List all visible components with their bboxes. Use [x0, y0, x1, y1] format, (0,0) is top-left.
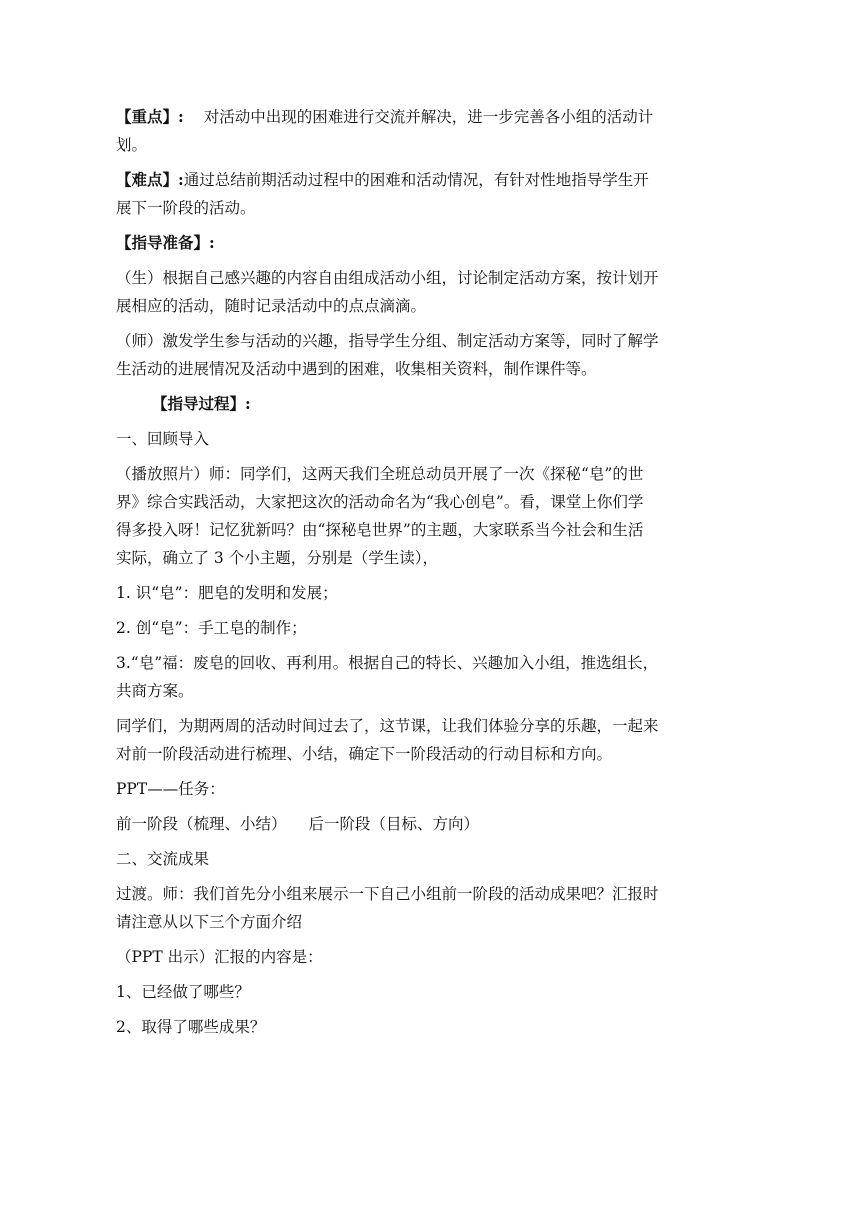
section1-para-3: 得多投入呀！记忆犹新吗？由“探秘皂世界”的主题，大家联系当今社会和生活: [116, 521, 644, 539]
preparation-student-1: （生）根据自己感兴趣的内容自由组成活动小组，讨论制定活动方案，按计划开: [116, 269, 659, 287]
section1-para-2: 界》综合实践活动，大家把这次的活动命名为“我心创皂”。看，课堂上你们学: [116, 493, 644, 511]
preparation-teacher-1: （师）激发学生参与活动的兴趣，指导学生分组、制定活动方案等，同时了解学: [116, 332, 659, 350]
preparation-teacher-2: 生活动的进展情况及活动中遇到的困难，收集相关资料，制作课件等。: [116, 360, 597, 378]
section2-ppt-show: （PPT 出示）汇报的内容是：: [116, 948, 323, 966]
section1-para-1: （播放照片）师：同学们，这两天我们全班总动员开展了一次《探秘“皂”的世: [116, 465, 644, 483]
section1-ppt-task: PPT——任务：: [116, 780, 225, 798]
document-page: [116, 103, 742, 1041]
section2-question-2: 2、取得了哪些成果？: [116, 1018, 266, 1036]
focus-text: 对活动中出现的困难进行交流并解决，进一步完善各小组的活动计: [203, 108, 654, 126]
process-heading: 【指导过程】:: [152, 394, 251, 413]
stage-prev: 前一阶段（梳理、小结）: [116, 815, 287, 833]
focus-line-1: [116, 103, 742, 131]
section1-para-6: 对前一阶段活动进行梳理、小结，确定下一阶段活动的行动目标和方向。: [116, 745, 613, 763]
section2-question-1: 1、已经做了哪些？: [116, 983, 250, 1001]
preparation-student-2: 展相应的活动，随时记录活动中的点点滴滴。: [116, 297, 427, 315]
section1-heading: 一、回顾导入: [116, 430, 210, 448]
section1-para-5: 同学们，为期两周的活动时间过去了，这节课，让我们体验分享的乐趣，一起来: [116, 717, 659, 735]
preparation-heading: 【指导准备】:: [116, 233, 215, 252]
focus-line-2: 划。: [116, 136, 148, 154]
section2-heading: 二、交流成果: [116, 850, 210, 868]
difficulty-line-2: 展下一阶段的活动。: [116, 199, 256, 217]
section1-stages: [116, 810, 742, 838]
section2-para-1: 过渡。师：我们首先分小组来展示一下自己小组前一阶段的活动成果吧？汇报时: [116, 885, 659, 903]
section2-para-2: 请注意从以下三个方面介绍: [116, 913, 303, 931]
stage-next: 后一阶段（目标、方向）: [308, 815, 480, 833]
difficulty-label: 【难点】:: [116, 170, 184, 189]
section1-item-1: 1. 识“皂”：肥皂的发明和发展；: [116, 584, 338, 602]
difficulty-text: 通过总结前期活动过程中的困难和活动情况，有针对性地指导学生开: [183, 171, 649, 189]
section1-para-4: 实际，确立了 3 个小主题，分别是（学生读），: [116, 549, 438, 567]
section1-item-2: 2. 创“皂”：手工皂的制作；: [116, 619, 307, 637]
difficulty-line-1: [116, 166, 742, 194]
section1-item-3b: 共商方案。: [116, 682, 194, 700]
section1-item-3a: 3.“皂”福：废皂的回收、再利用。根据自己的特长、兴趣加入小组，推选组长，: [116, 654, 659, 672]
focus-label: 【重点】:: [116, 107, 184, 126]
